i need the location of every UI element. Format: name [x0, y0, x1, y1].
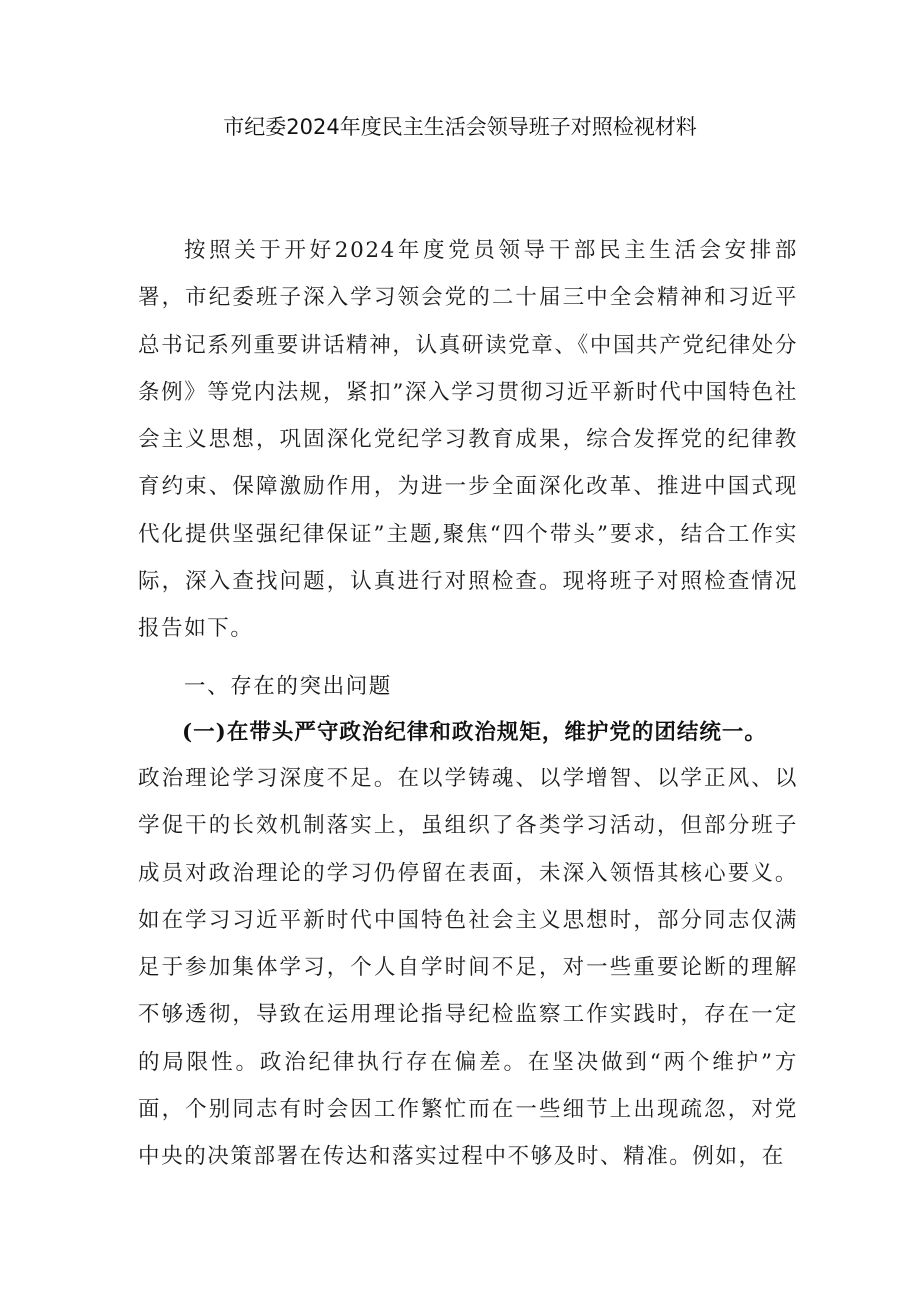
subsection-body-paragraph: 政治理论学习深度不足。在以学铸魂、以学增智、以学正风、以学促干的长效机制落实上，虽组织了各类学习活动，但部分班子成员对政治理论的学习仍停留在表面，未深入领悟其核心要义。如在学习习近平新时代中国特色社会主义思想时，部分同志仅满足于参加集体学习，个人自学时间不足，对一些重要论断的理解不够透彻，导致在运用理论指导纪检监察工作实践时，存在一定的局限性。政治纪律执行存在偏差。在坚决做到“两个维护”方面，个别同志有时会因工作繁忙而在一些细节上出现疏忽，对党中央的决策部署在传达和落实过程中不够及时、精准。例如，在	[138, 766, 798, 1170]
document-title: 市纪委2024年度民主生活会领导班子对照检视材料	[223, 115, 697, 139]
section-heading-problems: 一、存在的突出问题	[184, 674, 392, 699]
subsection-heading-political-discipline: (一)在带头严守政治纪律和政治规矩，维护党的团结统一。	[182, 720, 767, 745]
intro-paragraph: 按照关于开好2024年度党员领导干部民主生活会安排部署，市纪委班子深入学习领会党的二十届三中全会精神和习近平总书记系列重要讲话精神，认真研读党章、《中国共产党纪律处分条例》等党内法规，紧扣”深入学习贯彻习近平新时代中国特色社会主义思想，巩固深化党纪学习教育成果，综合发挥党的纪律教育约束、保障激励作用，为进一步全面深化改革、推进中国式现代化提供坚强纪律保证”主题,聚焦“四个带头”要求，结合工作实际，深入查找问题，认真进行对照检查。现将班子对照检查情况报告如下。	[138, 238, 798, 642]
